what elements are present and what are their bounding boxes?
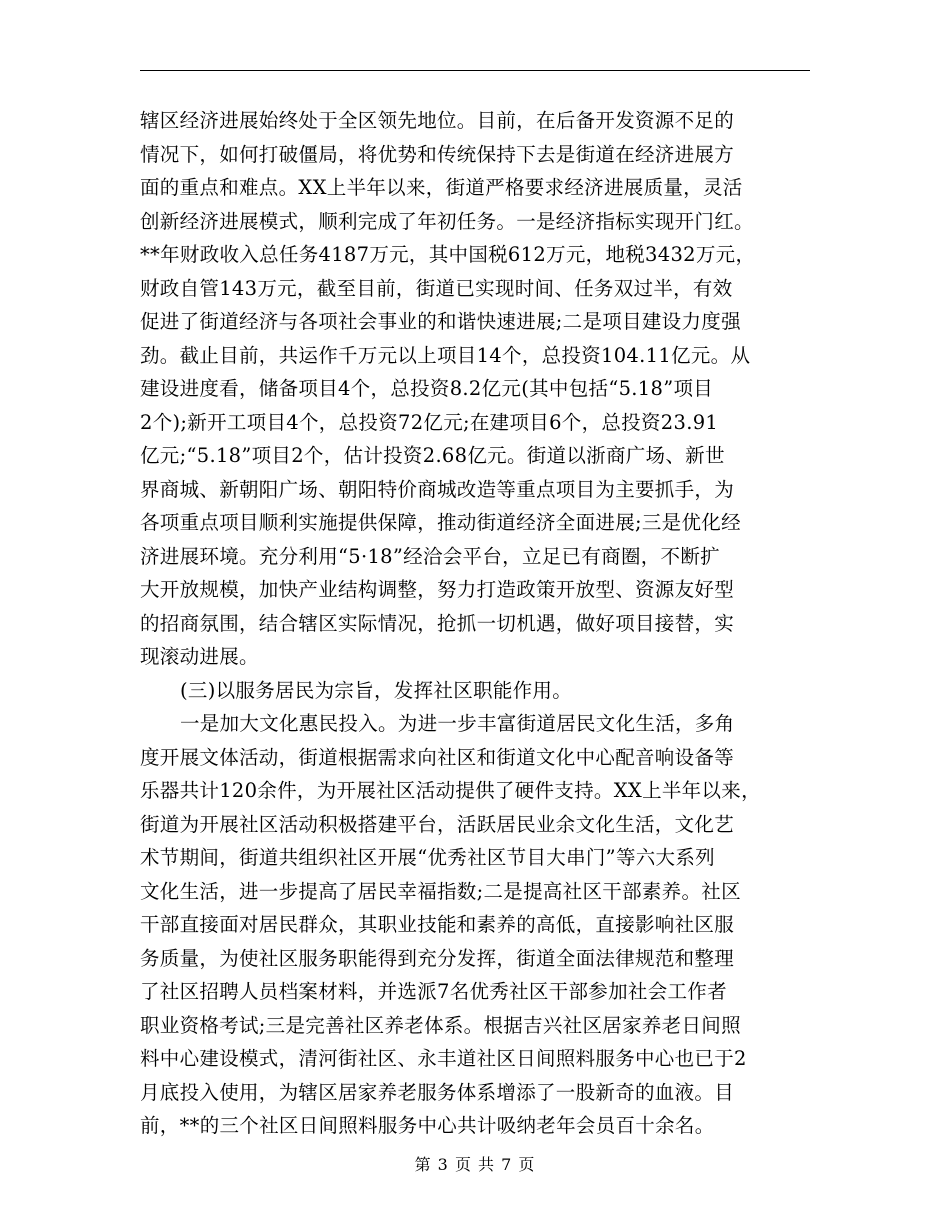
document-body: [140, 104, 810, 1143]
text-line: 2个);新开工项目4个，总投资72亿元;在建项目6个，总投资23.91: [140, 410, 719, 434]
text-line: 料中心建设模式，清河街社区、永丰道社区日间照料服务中心也已于2: [140, 1047, 747, 1070]
text-line: 术节期间，街道共组织社区开展“优秀社区节目大串门”等六大系列: [140, 846, 715, 869]
text-line: 劲。截止目前，共运作千万元以上项目14个，总投资104.11亿元。从: [140, 343, 751, 367]
text-line: 促进了街道经济与各项社会事业的和谐快速进展;二是项目建设力度强: [140, 310, 741, 333]
text-line: 面的重点和难点。XX上半年以来，街道严格要求经济进展质量，灵活: [140, 176, 743, 199]
page-footer: 第 3 页 共 7 页: [414, 1155, 536, 1174]
text-line: 乐器共计120余件，为开展社区活动提供了硬件支持。XX上半年以来，: [140, 779, 761, 802]
text-line: 创新经济进展模式，顺利完成了年初任务。一是经济指标实现开门红。: [140, 209, 754, 233]
text-line: 务质量，为使社区服务职能得到充分发挥，街道全面法律规范和整理: [140, 946, 735, 970]
text-line: 建设进度看，储备项目4个，总投资8.2亿元(其中包括“5.18”项目: [140, 377, 714, 400]
header-rule: [140, 70, 810, 71]
text-line: 各项重点项目顺利实施提供保障，推动街道经济全面进展;三是优化经: [140, 511, 741, 534]
text-line: 月底投入使用，为辖区居家养老服务体系增添了一股新奇的血液。目: [140, 1080, 735, 1104]
paragraph-start: 一是加大文化惠民投入。为进一步丰富街道居民文化生活，多角: [180, 712, 735, 735]
text-line: 情况下，如何打破僵局，将优势和传统保持下去是街道在经济进展方: [140, 142, 735, 166]
text-line: 界商城、新朝阳广场、朝阳特价商城改造等重点项目为主要抓手，为: [140, 477, 735, 501]
text-line: 度开展文体活动，街道根据需求向社区和街道文化中心配音响设备等: [140, 745, 735, 769]
text-line: 现滚动进展。: [140, 645, 259, 668]
section-heading: (三)以服务居民为宗旨，发挥社区职能作用。: [180, 678, 573, 702]
text-line: 职业资格考试;三是完善社区养老体系。根据吉兴社区居家养老日间照: [140, 1013, 741, 1037]
text-line: 大开放规模，加快产业结构调整，努力打造政策开放型、资源友好型: [140, 578, 735, 601]
text-line: 财政自管143万元，截至目前，街道已实现时间、任务双过半，有效: [140, 276, 733, 300]
text-line: 文化生活，进一步提高了居民幸福指数;二是提高社区干部素养。社区: [140, 879, 741, 903]
text-line: 济进展环境。充分利用“5·18”经洽会平台，立足已有商圈，不断扩: [140, 544, 720, 568]
text-line: 前，**的三个社区日间照料服务中心共计吸纳老年会员百十余名。: [140, 1114, 715, 1137]
text-line: 街道为开展社区活动积极搭建平台，活跃居民业余文化生活，文化艺: [140, 812, 735, 836]
text-line: 亿元;“5.18”项目2个，估计投资2.68亿元。街道以浙商广场、新世: [140, 444, 725, 467]
text-line: 干部直接面对居民群众，其职业技能和素养的高低，直接影响社区服: [140, 913, 735, 936]
text-line: 的招商氛围，结合辖区实际情况，抢抓一切机遇，做好项目接替，实: [140, 611, 735, 635]
text-line: **年财政收入总任务4187万元，其中国税612万元，地税3432万元，: [140, 243, 756, 266]
text-line: 了社区招聘人员档案材料，并选派7名优秀社区干部参加社会工作者: [140, 980, 727, 1003]
text-line: 辖区经济进展始终处于全区领先地位。目前，在后备开发资源不足的: [140, 109, 735, 132]
